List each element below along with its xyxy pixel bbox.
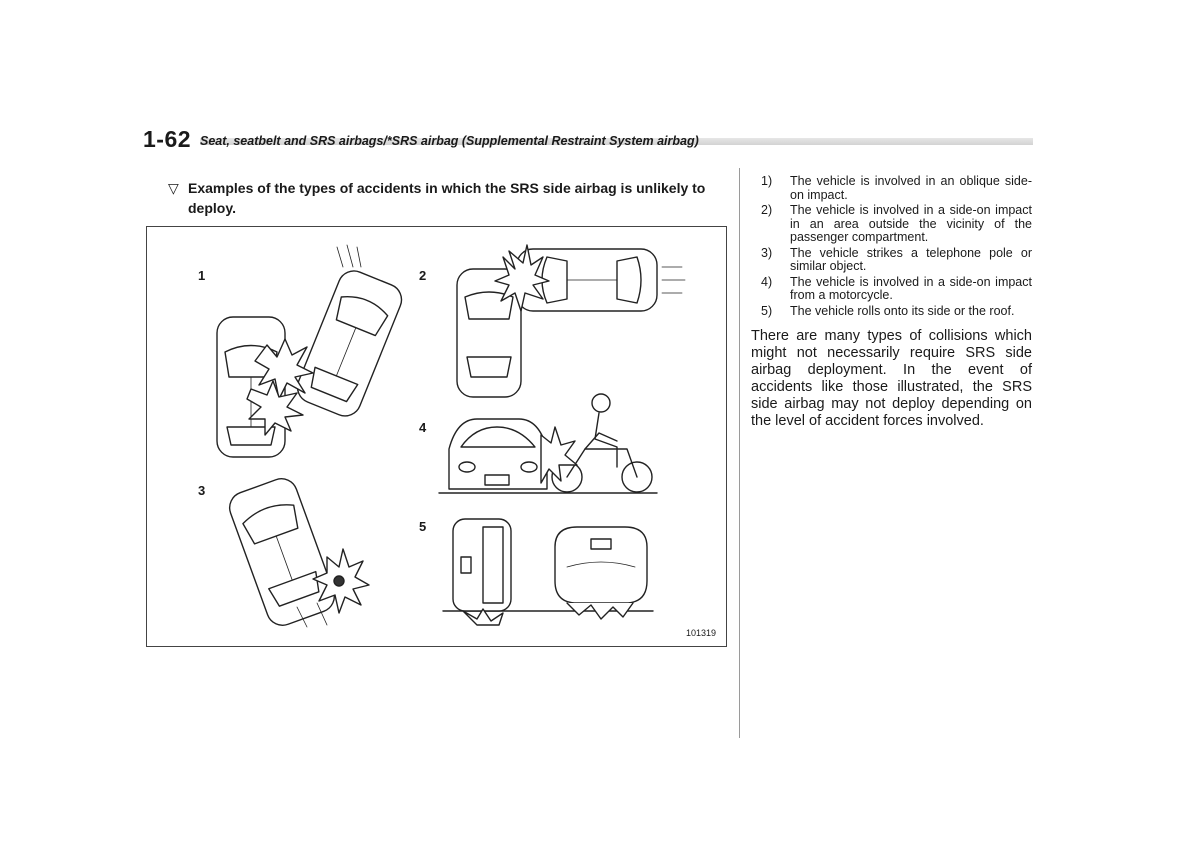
note-text: The vehicle strikes a telephone pole or similar object. [790, 245, 1032, 273]
scene-4-motorcycle-impact [439, 394, 657, 493]
figure-label-1: 1 [198, 268, 206, 283]
triangle-marker-icon: ▽ [168, 180, 179, 196]
numbered-notes [761, 175, 1032, 320]
note-number: 5) [761, 303, 773, 318]
accident-illustration [146, 226, 727, 647]
note-item [761, 175, 1032, 202]
note-text: The vehicle rolls onto its side or the roof. [790, 303, 1015, 318]
note-number: 4) [761, 274, 773, 289]
section-heading-text: Examples of the types of accidents in which the SRS side airbag is unlikely to deploy. [188, 180, 706, 216]
scene-5-rollover [443, 519, 653, 625]
section-heading [168, 178, 733, 218]
scene-2-side-impact [457, 245, 685, 397]
figure-label-2: 2 [419, 268, 427, 283]
note-item [761, 276, 1032, 303]
figure-id: 101319 [685, 628, 716, 638]
chapter-title-text: Seat, seatbelt and SRS airbags/*SRS airbag (Supplemental Restraint System airbag) [200, 134, 699, 148]
accident-drawings [147, 227, 726, 646]
figure-label-3: 3 [198, 483, 206, 498]
figure-label-5: 5 [419, 519, 427, 534]
page-number: 1-62 [143, 126, 192, 152]
note-text: The vehicle is involved in a side-on impact from a motorcycle. [790, 274, 1032, 302]
note-number: 3) [761, 245, 773, 260]
note-item [761, 204, 1032, 245]
scene-3-pole-strike [225, 474, 369, 629]
note-item [761, 247, 1032, 274]
note-number: 2) [761, 203, 773, 217]
page-header [143, 126, 1033, 156]
note-text: The vehicle is involved in a side-on impact in an area outside the vicinity of the passenger compartment. [790, 203, 1032, 244]
note-text: The vehicle is involved in an oblique side-on impact. [790, 174, 1032, 202]
chapter-title [200, 134, 699, 148]
body-paragraph: There are many types of collisions which might not necessarily require SRS side airbag deployment. In the event of accidents like those illustrated, the SRS side airbag may not deploy depending on the level of accident forces involved. [751, 328, 1032, 429]
column-divider [739, 168, 740, 738]
note-item [761, 305, 1032, 319]
scene-1-oblique-impact [217, 245, 406, 457]
note-number: 1) [761, 174, 773, 188]
figure-label-4: 4 [419, 420, 427, 435]
